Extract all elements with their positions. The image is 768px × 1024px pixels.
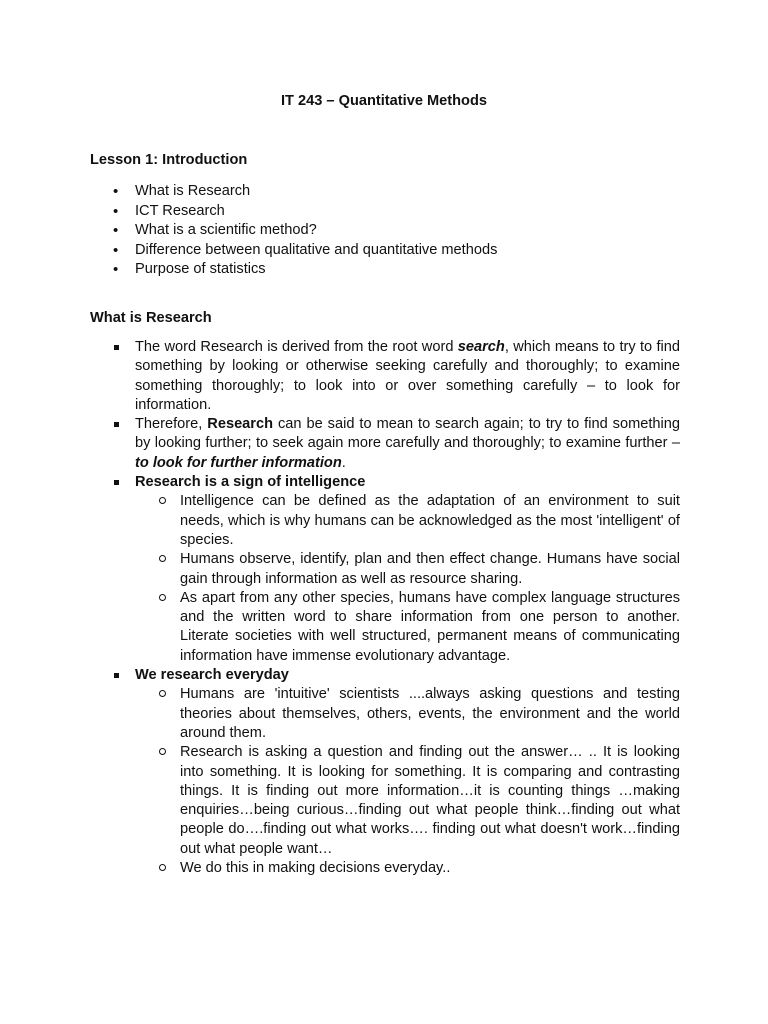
intelligence-sublist [135, 492, 680, 666]
everyday-sublist [135, 685, 680, 878]
list-item: • What is a scientific method? [90, 221, 690, 241]
text-run: Therefore, [135, 416, 208, 433]
everyday-heading: We research everyday [135, 667, 289, 684]
intelligence-heading: Research is a sign of intelligence [135, 474, 366, 491]
list-item: Humans are 'intuitive' scientists ....always asking questions and testing theories about themselves, others, events, the environment and the world around them. [135, 685, 680, 743]
paragraph-derivation [90, 338, 680, 415]
list-item: Research is asking a question and finding out the answer… .. It is looking into something. It is looking for something. It is comparing and contrasting things. It is finding out more information…it is counting things …making enquiries…being curious…finding out what people think…finding out what people do….finding out what works…. finding out what doesn't work…finding out what people want… [135, 743, 680, 859]
research-list [90, 338, 680, 878]
list-item: Intelligence can be defined as the adaptation of an environment to suit needs, which is why humans can be acknowledged as the most 'intelligent' of species. [135, 492, 680, 550]
list-item: • What is Research [90, 182, 690, 202]
text-run: , which means to try to find something by looking or otherwise seeking carefully and thoroughly; to examine something thoroughly; to look into or over something carefully – to look for information. [135, 339, 680, 413]
emphasis-further-information: to look for further information [135, 454, 342, 471]
text-run: can be said to mean to search again; to try to find something by looking further; to seek again more carefully and thoroughly; to examine further – [135, 416, 680, 452]
list-item: • Purpose of statistics [90, 260, 690, 280]
document-title: IT 243 – Quantitative Methods [281, 93, 487, 109]
list-item: • Difference between qualitative and quantitative methods [90, 241, 690, 261]
intelligence-section [90, 473, 680, 666]
emphasis-research: Research [207, 416, 274, 433]
list-item: We do this in making decisions everyday.. [135, 859, 680, 878]
lesson-heading: Lesson 1: Introduction [90, 152, 248, 168]
text-run: . [341, 454, 346, 471]
list-item: As apart from any other species, humans have complex language structures and the written word to share information from one person to another. Literate societies with well structured, permanent means of communicating information have immense evolutionary advantage. [135, 589, 680, 666]
list-item: • ICT Research [90, 202, 690, 222]
list-item: Humans observe, identify, plan and then effect change. Humans have social gain through information as well as resource sharing. [135, 550, 680, 589]
paragraph-therefore [90, 415, 680, 473]
topic-list [90, 182, 690, 280]
section-heading: What is Research [90, 310, 212, 326]
text-run: The word Research is derived from the root word [135, 339, 458, 355]
emphasis-search: search [457, 339, 505, 355]
everyday-section [90, 666, 680, 878]
